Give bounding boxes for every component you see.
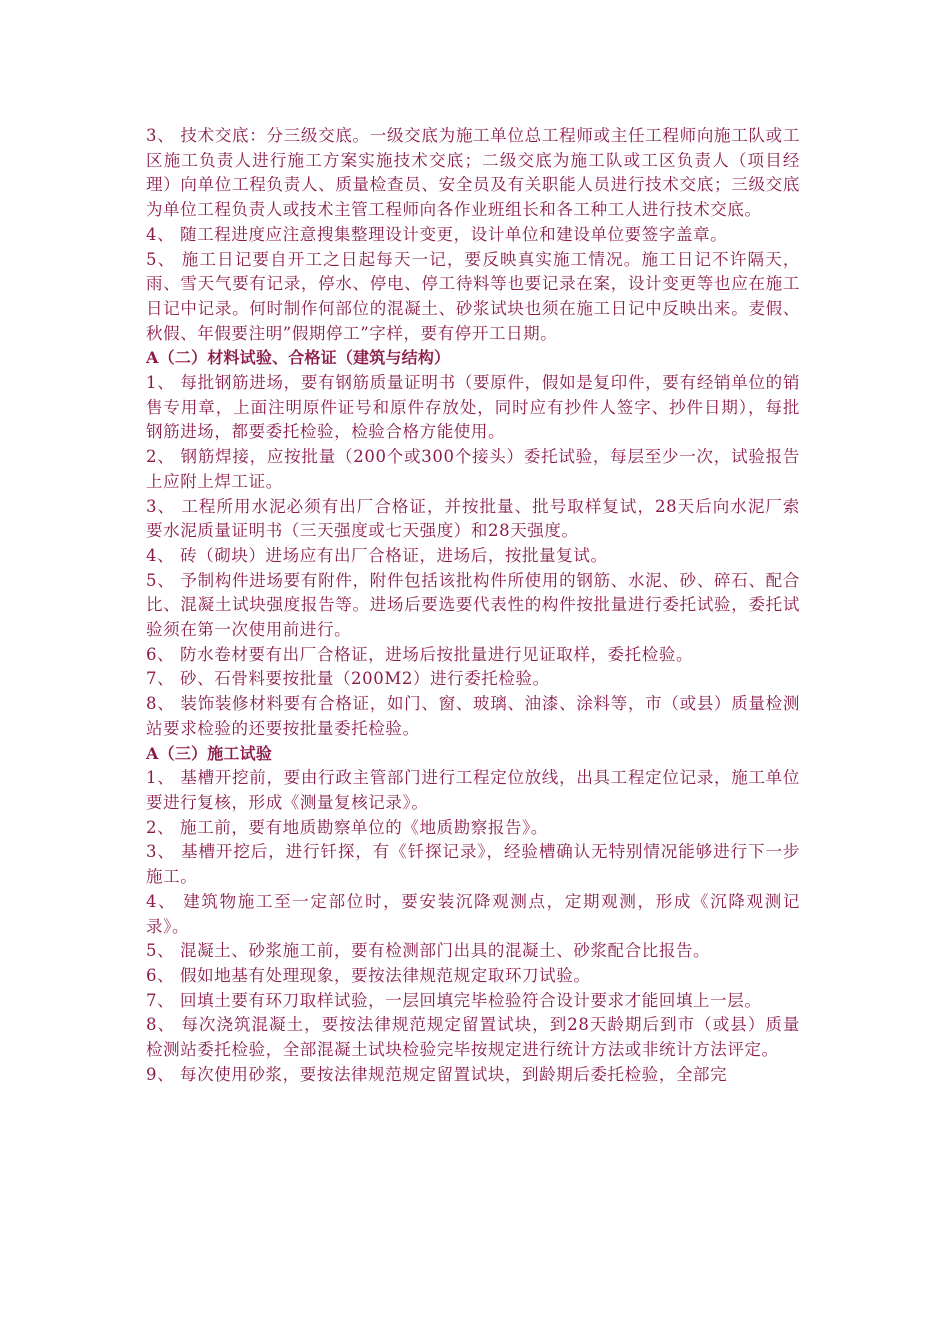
paragraph: 6、 防水卷材要有出厂合格证，进场后按批量进行见证取样，委托检验。 [146,644,694,664]
paragraph: 5、 混凝土、砂浆施工前，要有检测部门出具的混凝土、砂浆配合比报告。 [146,941,711,961]
paragraph: 6、 假如地基有处理现象，要按法律规范规定取环刀试验。 [146,965,591,985]
paragraph: 3、 技术交底：分三级交底。一级交底为施工单位总工程师或主任工程师向施工队或工区施工负责人进行施工方案实施技术交底；二级交底为施工队或工区负责人（项目经理）向单位工程负责人、质量检查员、安全员及有关职能人员进行技术交底；三级交底为单位工程负责人或技术主管工程师向各作业班组长和各工种工人进行技术交底。 [146,126,800,220]
paragraph: 1、 基槽开挖前，要由行政主管部门进行工程定位放线，出具工程定位记录，施工单位要进行复核，形成《测量复核记录》。 [146,768,800,812]
paragraph: 3、 基槽开挖后，进行钎探，有《钎探记录》，经验槽确认无特别情况能够进行下一步施工。 [146,842,800,887]
paragraph: 2、 施工前，要有地质勘察单位的《地质勘察报告》。 [146,817,548,837]
document-body [146,124,800,1087]
paragraph: 4、 随工程进度应注意搜集整理设计变更，设计单位和建设单位要签字盖章。 [146,224,728,244]
paragraph: 8、 每次浇筑混凝土，要按法律规范规定留置试块，到28天龄期后到市（或县）质量检测站委托检验，全部混凝土试块检验完毕按规定进行统计方法或非统计方法评定。 [146,1015,800,1060]
paragraph: 1、 每批钢筋进场，要有钢筋质量证明书（要原件，假如是复印件，要有经销单位的销售专用章，上面注明原件证号和原件存放处，同时应有抄件人签字、抄件日期），每批钢筋进场，都要委托检验，检验合格方能使用。 [146,373,800,442]
paragraph: 8、 装饰装修材料要有合格证，如门、窗、玻璃、油漆、涂料等，市（或县）质量检测站要求检验的还要按批量委托检验。 [146,694,800,738]
section-heading: A（二）材料试验、合格证（建筑与结构） [146,348,451,368]
paragraph: 5、 予制构件进场要有附件，附件包括该批构件所使用的钢筋、水泥、砂、碎石、配合比、混凝土试块强度报告等。进场后要选要代表性的构件按批量进行委托试验，委托试验须在第一次使用前进行。 [146,570,800,640]
paragraph: 2、 钢筋焊接，应按批量（200个或300个接头）委托试验，每层至少一次，试验报告上应附上焊工证。 [146,447,800,491]
paragraph: 7、 回填土要有环刀取样试验，一层回填完毕检验符合设计要求才能回填上一层。 [146,990,762,1010]
paragraph: 5、 施工日记要自开工之日起每天一记，要反映真实施工情况。施工日记不许隔天，雨、雪天气要有记录，停水、停电、停工待料等也要记录在案，设计变更等也应在施工日记中记录。何时制作何部位的混凝土、砂浆试块也须在施工日记中反映出来。麦假、秋假、年假要注明”假期停工”字样，要有停开工日期。 [146,249,800,343]
section-heading: A（三）施工试验 [146,743,273,763]
paragraph: 3、 工程所用水泥必须有出厂合格证，并按批量、批号取样复试，28天后向水泥厂索要水泥质量证明书（三天强度或七天强度）和28天强度。 [146,496,800,541]
paragraph: 9、 每次使用砂浆，要按法律规范规定留置试块，到龄期后委托检验，全部完 [146,1064,728,1084]
paragraph: 7、 砂、石骨料要按批量（200M2）进行委托检验。 [146,669,550,689]
paragraph: 4、 建筑物施工至一定部位时，要安装沉降观测点，定期观测，形成《沉降观测记录》。 [146,891,800,936]
paragraph: 4、 砖（砌块）进场应有出厂合格证，进场后，按批量复试。 [146,545,608,565]
